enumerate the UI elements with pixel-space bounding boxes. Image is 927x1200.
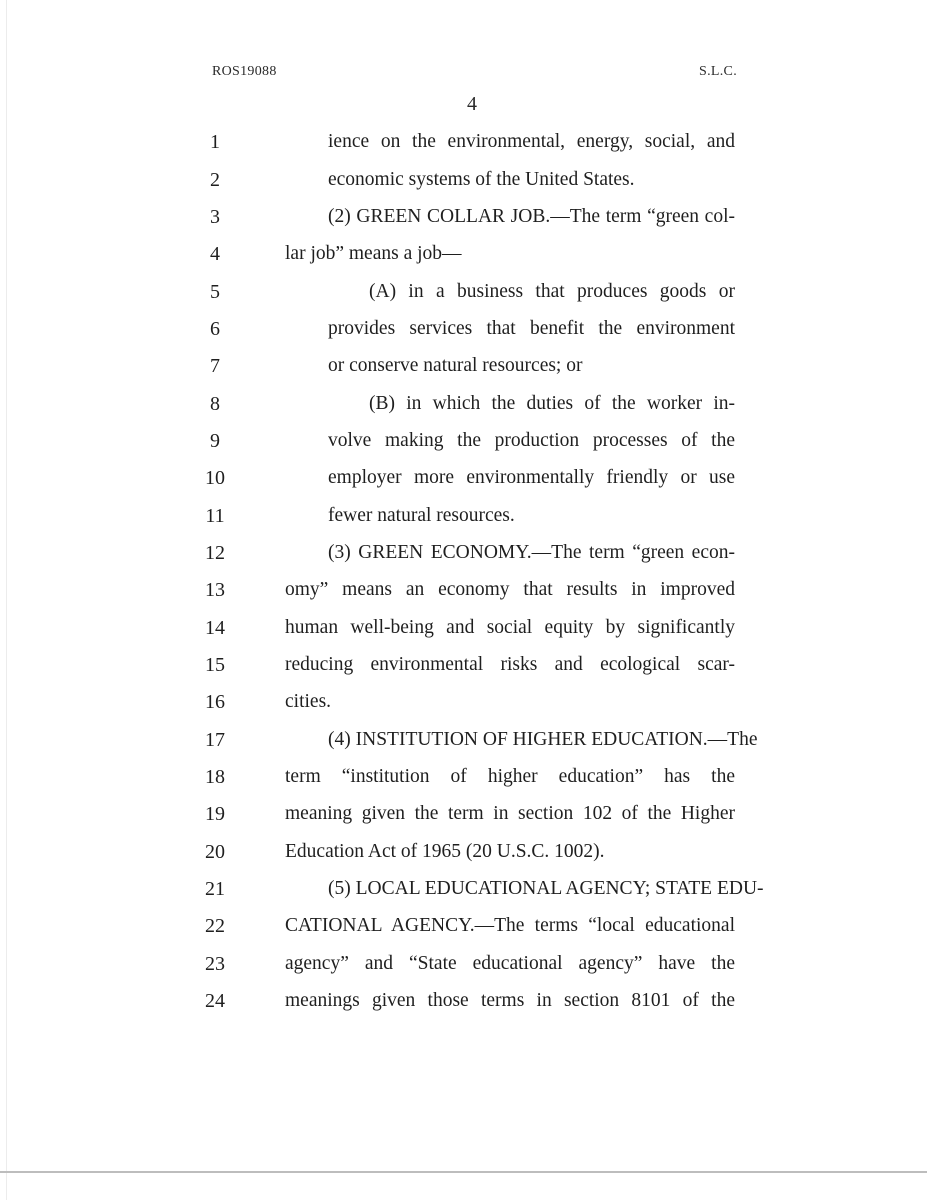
text-line: volve making the production processes of the — [328, 430, 735, 451]
line-number: 23 — [205, 953, 225, 975]
text-line: (2) GREEN COLLAR JOB.—The term “green col- — [328, 206, 735, 227]
text-line: omy” means an economy that results in improved — [285, 579, 735, 600]
text-line: fewer natural resources. — [328, 505, 515, 526]
line-number: 16 — [205, 691, 225, 713]
text-line: meanings given those terms in section 8101 of the — [285, 990, 735, 1011]
text-line: (B) in which the duties of the worker in- — [369, 393, 735, 414]
page-number: 4 — [467, 93, 477, 115]
text-line: or conserve natural resources; or — [328, 355, 583, 376]
text-line: ience on the environmental, energy, social, and — [328, 131, 735, 152]
line-number: 17 — [205, 729, 225, 751]
line-number: 10 — [205, 467, 225, 489]
line-number: 11 — [205, 505, 225, 527]
text-line: Education Act of 1965 (20 U.S.C. 1002). — [285, 841, 605, 862]
line-number: 2 — [210, 169, 220, 191]
text-line: employer more environmentally friendly or use — [328, 467, 735, 488]
line-number: 6 — [210, 318, 220, 340]
office-code: S.L.C. — [699, 64, 737, 79]
line-number: 9 — [210, 430, 220, 452]
text-line: economic systems of the United States. — [328, 169, 635, 190]
text-line: (4) INSTITUTION OF HIGHER EDUCATION.—The — [328, 729, 758, 750]
text-line: (5) LOCAL EDUCATIONAL AGENCY; STATE EDU- — [328, 878, 764, 899]
line-number: 12 — [205, 542, 225, 564]
line-number: 20 — [205, 841, 225, 863]
line-number: 15 — [205, 654, 225, 676]
line-number: 14 — [205, 617, 225, 639]
text-line: human well-being and social equity by significantly — [285, 617, 735, 638]
text-line: agency” and “State educational agency” have the — [285, 953, 735, 974]
text-line: (3) GREEN ECONOMY.—The term “green econ- — [328, 542, 735, 563]
line-number: 21 — [205, 878, 225, 900]
text-line: provides services that benefit the environment — [328, 318, 735, 339]
text-line: cities. — [285, 691, 332, 712]
line-number: 7 — [210, 355, 220, 377]
text-line: meaning given the term in section 102 of the Higher — [285, 803, 735, 824]
line-number: 18 — [205, 766, 225, 788]
document-id: ROS19088 — [212, 64, 277, 79]
text-line: lar job” means a job— — [285, 243, 462, 264]
line-number: 3 — [210, 206, 220, 228]
line-number: 1 — [210, 131, 220, 153]
line-number: 5 — [210, 281, 220, 303]
line-number: 22 — [205, 915, 225, 937]
text-line: CATIONAL AGENCY.—The terms “local educational — [285, 915, 735, 936]
line-number: 13 — [205, 579, 225, 601]
text-line: (A) in a business that produces goods or — [369, 281, 735, 302]
line-number: 4 — [210, 243, 220, 265]
line-number: 8 — [210, 393, 220, 415]
text-line: term “institution of higher education” has the — [285, 766, 735, 787]
scan-edge-line — [6, 0, 7, 1200]
text-line: reducing environmental risks and ecological scar- — [285, 654, 735, 675]
bottom-rule — [0, 1171, 927, 1173]
line-number: 24 — [205, 990, 225, 1012]
line-number: 19 — [205, 803, 225, 825]
